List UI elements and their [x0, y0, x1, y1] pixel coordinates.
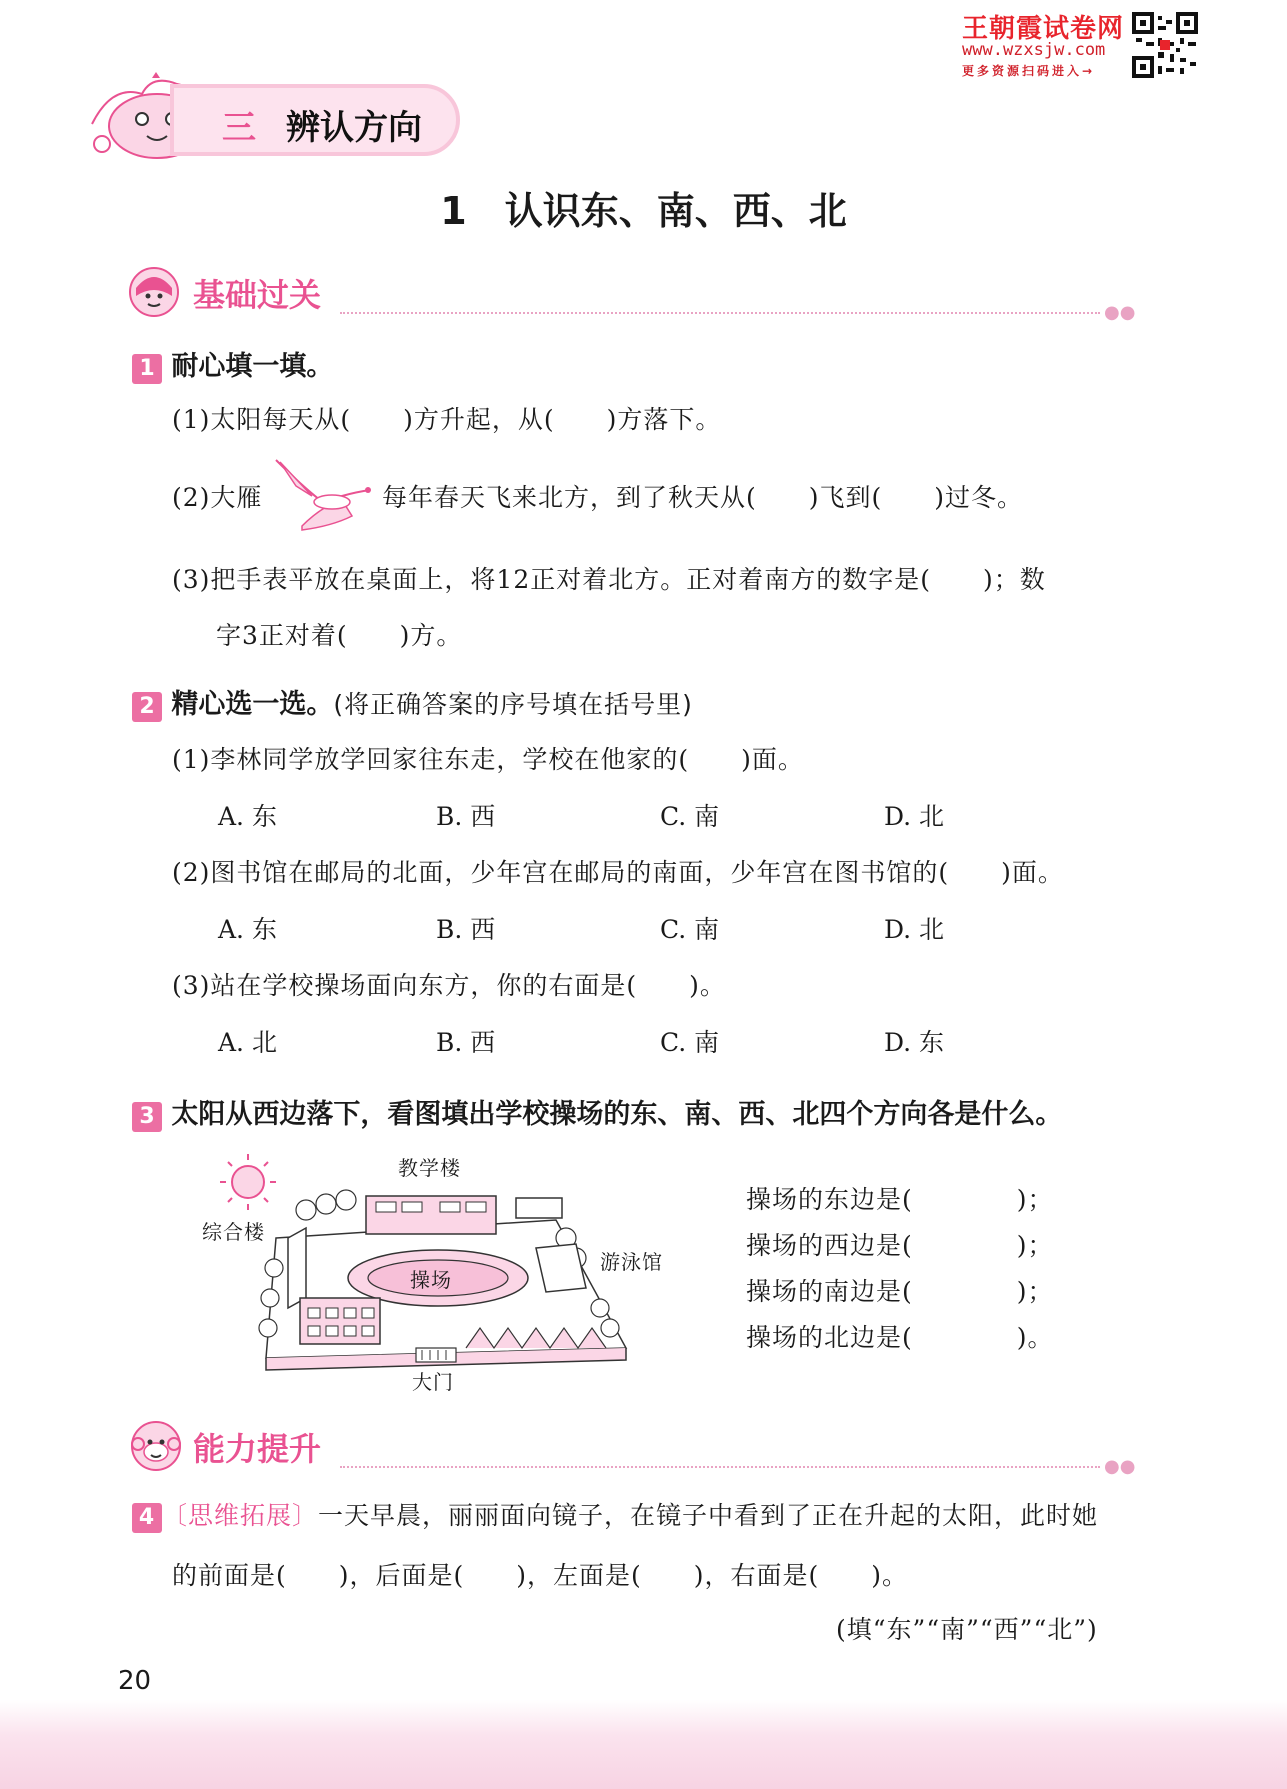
q4-number: 4: [132, 1503, 162, 1533]
q4-tag: 〔思维拓展〕: [162, 1501, 319, 1530]
q2-item-3-stem: (3)站在学校操场面向东方，你的右面是( )。: [172, 971, 726, 1000]
q3-number: 3: [132, 1102, 162, 1132]
sun-icon: [220, 1154, 276, 1210]
q4-line-1: [132, 1496, 1098, 1533]
divider-dots-icon: ●●: [1104, 302, 1136, 323]
q2-item-1-option-a[interactable]: A. 东: [218, 802, 277, 831]
lesson-title: 1 认识东、南、西、北: [440, 189, 847, 233]
map-label-field: 操场: [410, 1268, 452, 1292]
unit-title: 辨认方向: [286, 108, 422, 148]
q1-item-2-pre: (2)大雁: [172, 483, 263, 512]
q2-item-1-option-d[interactable]: D. 北: [884, 802, 945, 831]
q2-item-1-option-c[interactable]: C. 南: [660, 802, 720, 831]
q2-item-3-option-d[interactable]: D. 东: [884, 1028, 945, 1057]
q1-heading: [132, 344, 333, 384]
monkey-icon: [130, 1420, 182, 1472]
q2-item-2-option-a[interactable]: A. 东: [218, 915, 277, 944]
section-basic-title: 基础过关: [193, 276, 322, 314]
watermark-sub: 更多资源扫码进入→: [962, 64, 1096, 78]
q3-title: 太阳从西边落下，看图填出学校操场的东、南、西、北四个方向各是什么。: [171, 1099, 1063, 1130]
q2-number: 2: [132, 692, 162, 722]
q1-item-3b: 字3正对着( )方。: [216, 621, 463, 650]
q4-text-1: 一天早晨，丽丽面向镜子，在镜子中看到了正在升起的太阳，此时她: [318, 1501, 1099, 1530]
map-label-complex: 综合楼: [202, 1220, 265, 1244]
q2-item-3-option-b[interactable]: B. 西: [436, 1028, 496, 1057]
q1-title: 耐心填一填。: [171, 351, 334, 382]
q2-item-2-option-b[interactable]: B. 西: [436, 915, 496, 944]
q4-hint: (填“东”“南”“西”“北”): [836, 1615, 1098, 1644]
q2-item-2-option-d[interactable]: D. 北: [884, 915, 945, 944]
q2-title: 精心选一选。: [171, 689, 334, 720]
q3-answer-east: 操场的东边是( )；: [746, 1185, 1054, 1214]
q1-item-3a: (3)把手表平放在桌面上，将12正对着北方。正对着南方的数字是( )；数: [172, 565, 1046, 594]
q3-answer-west: 操场的西边是( )；: [746, 1231, 1054, 1260]
q2-note: (将正确答案的序号填在括号里): [333, 690, 693, 719]
q3-answer-north: 操场的北边是( )。: [746, 1323, 1054, 1352]
bottom-band: [0, 1700, 1287, 1789]
q1-item-2-post: 每年春天飞来北方，到了秋天从( )飞到( )过冬。: [382, 483, 1024, 512]
q2-item-3-option-c[interactable]: C. 南: [660, 1028, 720, 1057]
girl-icon: [128, 266, 180, 318]
section-basic-divider: [340, 312, 1100, 314]
watermark-url[interactable]: www.wzxsjw.com: [962, 40, 1106, 60]
unit-number: 三: [222, 108, 256, 148]
unit-heading: [222, 100, 422, 149]
qr-code-icon[interactable]: [1132, 12, 1198, 78]
map-label-gate: 大门: [412, 1370, 454, 1394]
map-label-teaching: 教学楼: [398, 1156, 461, 1180]
q1-item-1: (1)太阳每天从( )方升起，从( )方落下。: [172, 405, 722, 434]
q1-number: 1: [132, 354, 162, 384]
q2-item-1-option-b[interactable]: B. 西: [436, 802, 496, 831]
watermark-brand: 王朝霞试卷网: [962, 14, 1125, 44]
q2-item-3-option-a[interactable]: A. 北: [218, 1028, 277, 1057]
map-label-pool: 游泳馆: [600, 1250, 663, 1274]
q2-item-1-stem: (1)李林同学放学回家往东走，学校在他家的( )面。: [172, 745, 804, 774]
goose-icon: [272, 456, 376, 534]
q2-item-2-stem: (2)图书馆在邮局的北面，少年宫在邮局的南面，少年宫在图书馆的( )面。: [172, 858, 1064, 887]
q4-text-2: 的前面是( )，后面是( )，左面是( )，右面是( )。: [172, 1561, 909, 1590]
section-advanced-divider: [340, 1466, 1100, 1468]
q2-item-2-option-c[interactable]: C. 南: [660, 915, 720, 944]
page-number: 20: [118, 1666, 152, 1696]
q3-answer-south: 操场的南边是( )；: [746, 1277, 1054, 1306]
section-advanced-title: 能力提升: [193, 1430, 322, 1468]
q3-heading: [132, 1092, 1062, 1132]
q2-heading: [132, 682, 693, 722]
divider-dots-icon: ●●: [1104, 1456, 1136, 1477]
